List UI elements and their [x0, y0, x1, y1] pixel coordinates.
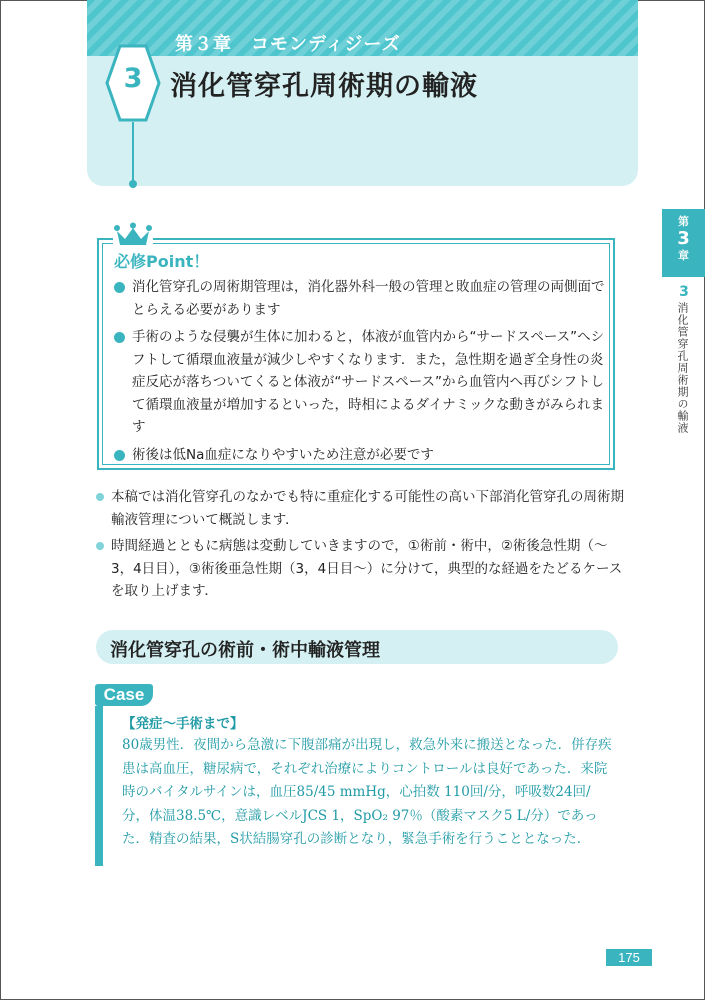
title-connector-line [132, 122, 134, 182]
page-number: 175 [606, 949, 652, 966]
side-section-number: 3 [679, 284, 689, 300]
title-connector-dot [129, 180, 137, 188]
section-heading-bar [96, 630, 618, 664]
side-tab-suffix: 章 [678, 249, 689, 262]
bullet-icon [114, 450, 125, 461]
section-number: 3 [123, 63, 143, 94]
chapter-side-tab[interactable] [662, 209, 705, 277]
section-heading: 消化管穿孔の術前・術中輸液管理 [110, 640, 380, 661]
point-item-text: 術後は低Na血症になりやすいため注意が必要です [132, 446, 434, 463]
intro-item-text: 本稿では消化管穿孔のなかでも特に重症化する可能性の高い下部消化管穿孔の周術期輸液管理について概説します． [111, 489, 624, 528]
intro-item-text: 時間経過とともに病態は変動していきますので，①術前・術中，②術後急性期（〜3，4日目），③術後亜急性期（3，4日目〜）に分けて，典型的な経過をたどるケースを取り上げます． [111, 538, 623, 599]
bullet-icon [114, 332, 125, 343]
point-item-text: 手術のような侵襲が生体に加わると，体液が血管内から“サードスペース”へシフトして循環血液量が減少しやすくなります．また，急性期を過ぎ全身性の炎症反応が落ちついてくると体液が“サードスペース”から血管内へ再びシフトして循環血液量が増加するといった，時相によるダイナミックな動きがみられます [132, 329, 605, 435]
point-item [114, 276, 606, 321]
page-title: 消化管穿孔周術期の輸液 [170, 71, 478, 102]
point-item [114, 326, 606, 439]
intro-item [95, 535, 625, 603]
point-item [114, 444, 606, 467]
side-tab-prefix: 第 [678, 215, 689, 228]
crown-icon [113, 222, 153, 248]
case-side-bar [95, 706, 103, 866]
bullet-icon [96, 542, 104, 550]
case-subtitle: 【発症〜手術まで】 [122, 716, 244, 732]
point-box-title: 必修Point！ [114, 252, 210, 271]
point-item-text: 消化管穿孔の周術期管理は，消化器外科一般の管理と敗血症の管理の両側面でとらえる必要があります [132, 279, 605, 318]
intro-list [95, 486, 625, 607]
chapter-label: 第３章 コモンディジーズ [175, 34, 401, 55]
side-section-title: 消化管穿孔周術期の輸液 [676, 302, 689, 434]
section-number-hexagon [104, 43, 162, 123]
bullet-icon [114, 282, 125, 293]
intro-item [95, 486, 625, 531]
case-label: Case [95, 684, 153, 706]
case-body: 80歳男性．夜間から急激に下腹部痛が出現し，救急外来に搬送となった．併存疾患は高血圧，糖尿病で，それぞれ治療によりコントロールは良好であった．来院時のバイタルサインは，血圧85/45 mmHg，心拍数 110回/分，呼吸数24回/分，体温38.5℃，意識レベルJCS 1，SpO₂ 97％（酸素マスク5 L/分）であった．精査の結果，S状結腸穿孔の診断となり，緊急手術を行うこととなった． [122, 737, 612, 847]
side-tab-chapter-number: 3 [677, 228, 690, 249]
point-list [114, 276, 606, 471]
bullet-icon [96, 493, 104, 501]
